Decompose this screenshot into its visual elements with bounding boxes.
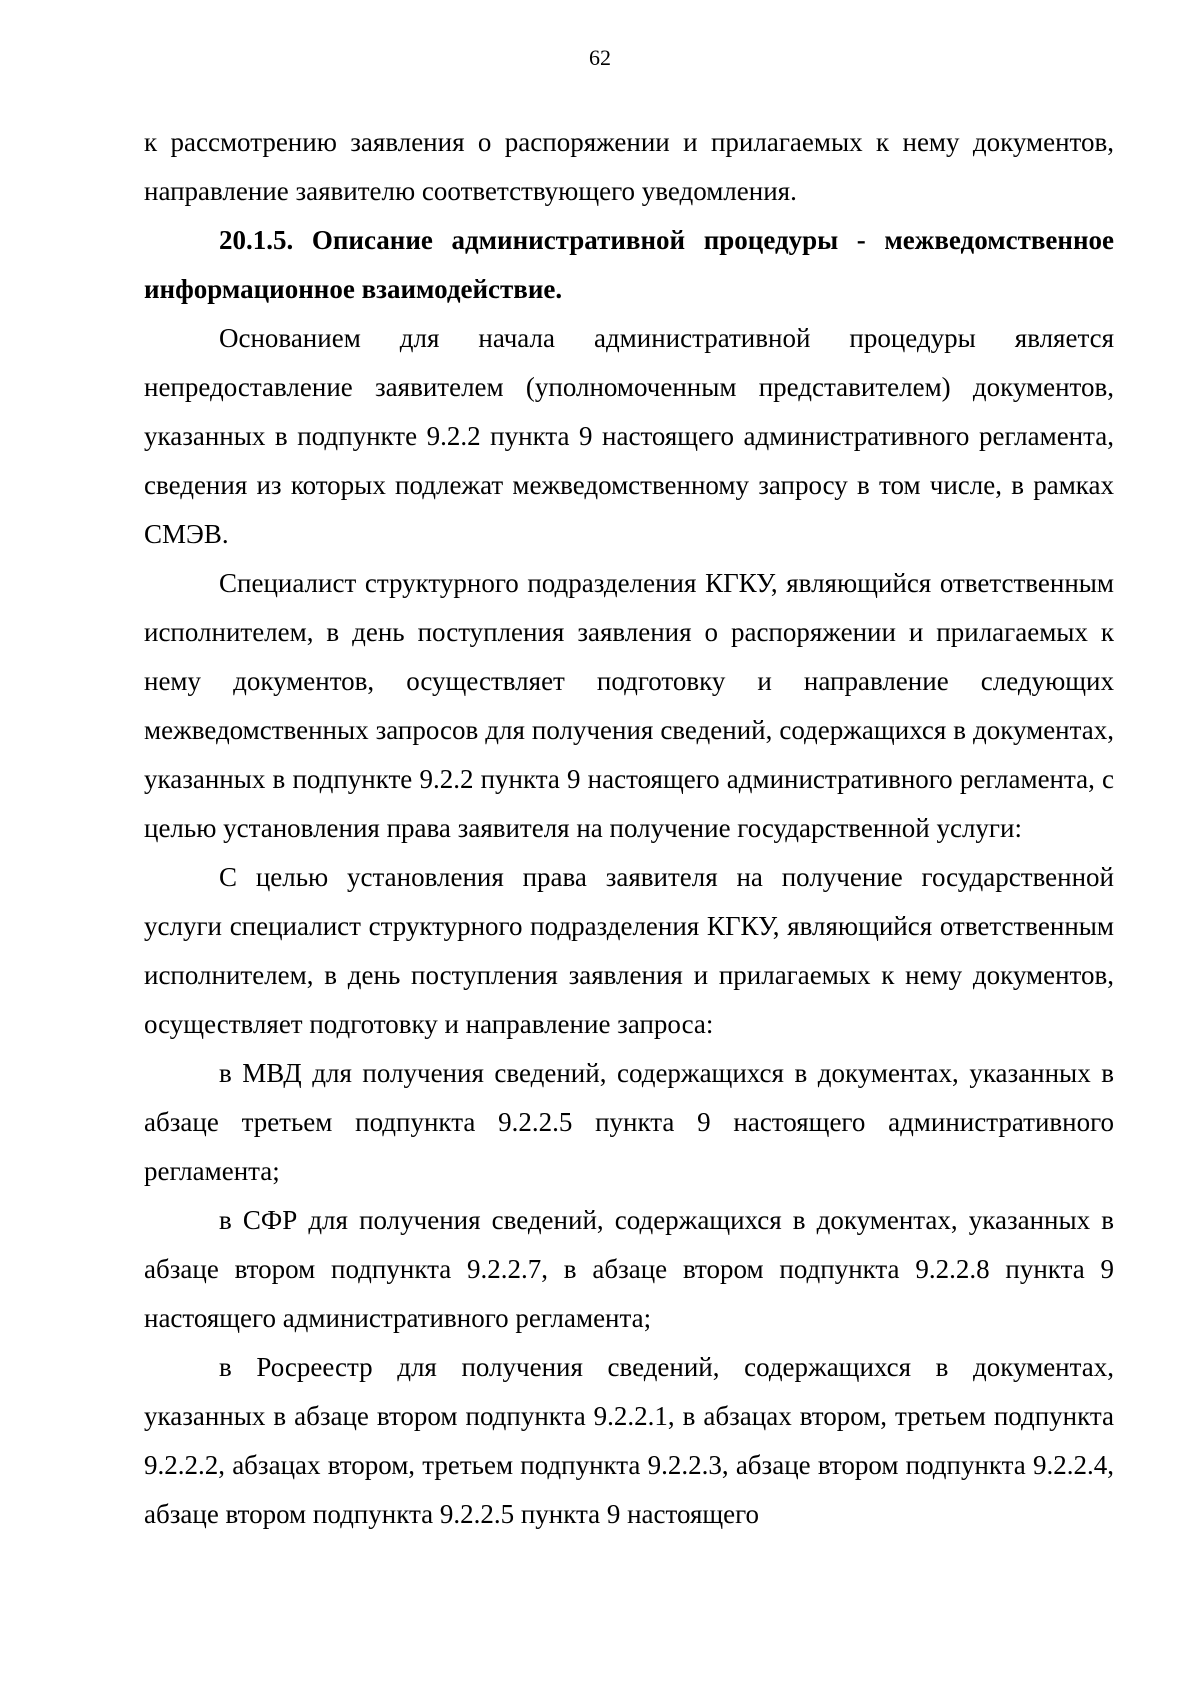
paragraph-rosreestr: в Росреестр для получения сведений, содержащихся в документах, указанных в абзаце втором подпункта 9.2.2.1, в абзацах втором, третьем подпункта 9.2.2.2, абзацах втором, третьем подпункта 9.2.2.3, абзаце втором подпункта 9.2.2.4, абзаце втором подпункта 9.2.2.5 пункта 9 настоящего bbox=[144, 1352, 1114, 1529]
page-number: 62 bbox=[589, 45, 611, 70]
paragraph-basis: Основанием для начала административной процедуры является непредоставление заявителем (уполномоченным представителем) документов, указанных в подпункте 9.2.2 пункта 9 настоящего административного регламента, сведения из которых подлежат межведомственному запросу в том числе, в рамках СМЭВ. bbox=[144, 323, 1114, 549]
paragraph-sfr: в СФР для получения сведений, содержащихся в документах, указанных в абзаце втором подпункта 9.2.2.7, в абзаце втором подпункта 9.2.2.8 пункта 9 настоящего административного регламента; bbox=[144, 1205, 1114, 1333]
paragraph-specialist: Специалист структурного подразделения КГКУ, являющийся ответственным исполнителем, в день поступления заявления о распоряжении и прилагаемых к нему документов, осуществляет подготовку и направление следующих межведомственных запросов для получения сведений, содержащихся в документах, указанных в подпункте 9.2.2 пункта 9 настоящего административного регламента, с целью установления права заявителя на получение государственной услуги: bbox=[144, 568, 1114, 843]
section-heading: 20.1.5. Описание административной процедуры - межведомственное информационное взаимодействие. bbox=[144, 225, 1114, 304]
paragraph-purpose: С целью установления права заявителя на получение государственной услуги специалист структурного подразделения КГКУ, являющийся ответственным исполнителем, в день поступления заявления и прилагаемых к нему документов, осуществляет подготовку и направление запроса: bbox=[144, 862, 1114, 1039]
document-body bbox=[144, 118, 1114, 1539]
paragraph-continuation: к рассмотрению заявления о распоряжении и прилагаемых к нему документов, направление заявителю соответствующего уведомления. bbox=[144, 127, 1114, 206]
paragraph-mvd: в МВД для получения сведений, содержащихся в документах, указанных в абзаце третьем подпункта 9.2.2.5 пункта 9 настоящего административного регламента; bbox=[144, 1058, 1114, 1186]
